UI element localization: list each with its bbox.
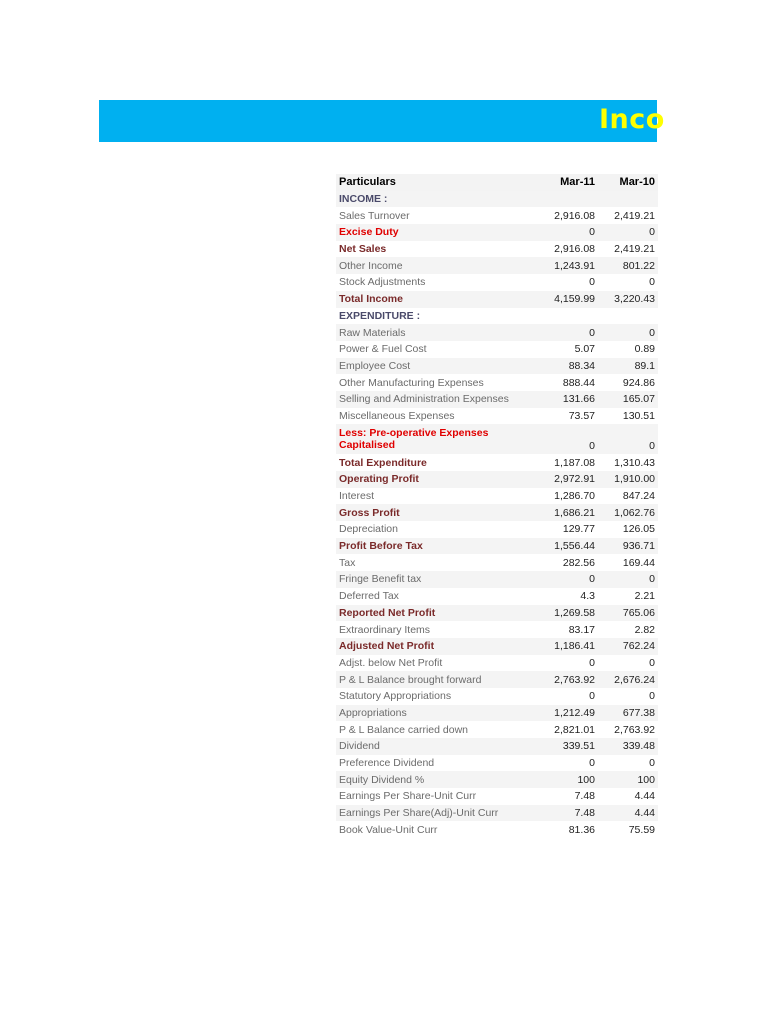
value-mar-11: 0 [538, 755, 598, 772]
value-mar-11: 100 [538, 771, 598, 788]
income-statement-table [336, 174, 658, 838]
row-label: Stock Adjustments [336, 274, 538, 291]
header-particulars: Particulars [336, 174, 538, 191]
row-label: Excise Duty [336, 224, 538, 241]
value-mar-10: 0 [598, 324, 658, 341]
value-mar-11: 5.07 [538, 341, 598, 358]
value-mar-11: 0 [538, 324, 598, 341]
value-mar-10: 4.44 [598, 805, 658, 822]
row-label: Tax [336, 554, 538, 571]
value-mar-10: 2,676.24 [598, 671, 658, 688]
row-label: Adjusted Net Profit [336, 638, 538, 655]
value-mar-10: 75.59 [598, 821, 658, 838]
row-label: Selling and Administration Expenses [336, 391, 538, 408]
table-row [336, 788, 658, 805]
table-row [336, 358, 658, 375]
row-label: Other Income [336, 257, 538, 274]
value-mar-10: 165.07 [598, 391, 658, 408]
value-mar-11: 339.51 [538, 738, 598, 755]
table-row [336, 324, 658, 341]
table-row [336, 721, 658, 738]
value-mar-11: 1,269.58 [538, 605, 598, 622]
value-mar-11: 83.17 [538, 621, 598, 638]
value-mar-10 [598, 191, 658, 208]
row-label: Operating Profit [336, 471, 538, 488]
value-mar-11: 282.56 [538, 554, 598, 571]
value-mar-11 [538, 308, 598, 325]
table-row [336, 454, 658, 471]
row-label: Raw Materials [336, 324, 538, 341]
table-row [336, 374, 658, 391]
value-mar-10 [598, 308, 658, 325]
table-row [336, 191, 658, 208]
table-row [336, 805, 658, 822]
value-mar-11: 129.77 [538, 521, 598, 538]
value-mar-11: 131.66 [538, 391, 598, 408]
row-label: Profit Before Tax [336, 538, 538, 555]
row-label: Earnings Per Share(Adj)-Unit Curr [336, 805, 538, 822]
value-mar-11: 0 [538, 224, 598, 241]
value-mar-10: 2.82 [598, 621, 658, 638]
value-mar-10: 2,763.92 [598, 721, 658, 738]
row-label: Appropriations [336, 705, 538, 722]
table-row [336, 571, 658, 588]
row-label: Extraordinary Items [336, 621, 538, 638]
row-label: Earnings Per Share-Unit Curr [336, 788, 538, 805]
value-mar-10: 169.44 [598, 554, 658, 571]
table-row [336, 755, 658, 772]
table-row [336, 538, 658, 555]
value-mar-11: 2,916.08 [538, 207, 598, 224]
value-mar-10: 1,062.76 [598, 504, 658, 521]
value-mar-10: 2,419.21 [598, 207, 658, 224]
value-mar-10: 762.24 [598, 638, 658, 655]
row-label: INCOME : [336, 191, 538, 208]
table-row [336, 605, 658, 622]
value-mar-11: 7.48 [538, 805, 598, 822]
value-mar-10: 0.89 [598, 341, 658, 358]
row-label: Deferred Tax [336, 588, 538, 605]
value-mar-11: 2,972.91 [538, 471, 598, 488]
table-row [336, 391, 658, 408]
table-row [336, 408, 658, 425]
row-label: Sales Turnover [336, 207, 538, 224]
value-mar-10: 1,910.00 [598, 471, 658, 488]
row-label: Other Manufacturing Expenses [336, 374, 538, 391]
row-label: Adjst. below Net Profit [336, 655, 538, 672]
value-mar-10: 100 [598, 771, 658, 788]
table-header-row [336, 174, 658, 191]
table-row [336, 638, 658, 655]
title-banner [99, 100, 665, 142]
value-mar-11: 888.44 [538, 374, 598, 391]
table-row [336, 224, 658, 241]
value-mar-11: 73.57 [538, 408, 598, 425]
value-mar-11: 1,212.49 [538, 705, 598, 722]
row-label: Dividend [336, 738, 538, 755]
value-mar-11: 0 [538, 424, 598, 454]
table-row [336, 291, 658, 308]
table-row [336, 821, 658, 838]
value-mar-10: 0 [598, 424, 658, 454]
value-mar-11: 1,243.91 [538, 257, 598, 274]
value-mar-11: 0 [538, 655, 598, 672]
value-mar-10: 126.05 [598, 521, 658, 538]
value-mar-11: 4.3 [538, 588, 598, 605]
row-label: P & L Balance carried down [336, 721, 538, 738]
value-mar-11: 81.36 [538, 821, 598, 838]
row-label: Equity Dividend % [336, 771, 538, 788]
row-label: Power & Fuel Cost [336, 341, 538, 358]
table-row [336, 471, 658, 488]
page-title: Inco [599, 104, 665, 135]
value-mar-10: 89.1 [598, 358, 658, 375]
table-row [336, 588, 658, 605]
value-mar-10: 0 [598, 224, 658, 241]
value-mar-10: 0 [598, 655, 658, 672]
value-mar-10: 2.21 [598, 588, 658, 605]
value-mar-10: 765.06 [598, 605, 658, 622]
value-mar-11: 1,286.70 [538, 488, 598, 505]
value-mar-10: 130.51 [598, 408, 658, 425]
row-label: Interest [336, 488, 538, 505]
table-row [336, 274, 658, 291]
table-row [336, 705, 658, 722]
row-label: Reported Net Profit [336, 605, 538, 622]
value-mar-11: 2,916.08 [538, 241, 598, 258]
value-mar-11: 1,186.41 [538, 638, 598, 655]
value-mar-11: 2,821.01 [538, 721, 598, 738]
value-mar-10: 801.22 [598, 257, 658, 274]
value-mar-10: 0 [598, 688, 658, 705]
row-label: Statutory Appropriations [336, 688, 538, 705]
value-mar-10: 4.44 [598, 788, 658, 805]
value-mar-11: 1,686.21 [538, 504, 598, 521]
row-label: Depreciation [336, 521, 538, 538]
table-row [336, 771, 658, 788]
row-label: Total Income [336, 291, 538, 308]
table-row [336, 488, 658, 505]
table-row [336, 504, 658, 521]
row-label: Gross Profit [336, 504, 538, 521]
table-row [336, 424, 658, 454]
row-label: P & L Balance brought forward [336, 671, 538, 688]
value-mar-10: 0 [598, 755, 658, 772]
value-mar-11: 7.48 [538, 788, 598, 805]
value-mar-10: 2,419.21 [598, 241, 658, 258]
table-row [336, 655, 658, 672]
table-row [336, 207, 658, 224]
value-mar-11: 88.34 [538, 358, 598, 375]
value-mar-11: 0 [538, 688, 598, 705]
value-mar-11: 4,159.99 [538, 291, 598, 308]
value-mar-10: 3,220.43 [598, 291, 658, 308]
row-label: Fringe Benefit tax [336, 571, 538, 588]
row-label: Employee Cost [336, 358, 538, 375]
value-mar-10: 339.48 [598, 738, 658, 755]
value-mar-11 [538, 191, 598, 208]
value-mar-10: 0 [598, 274, 658, 291]
table-row [336, 341, 658, 358]
table-row [336, 671, 658, 688]
value-mar-11: 0 [538, 274, 598, 291]
table-row [336, 554, 658, 571]
value-mar-10: 847.24 [598, 488, 658, 505]
header-mar-10: Mar-10 [598, 174, 658, 191]
value-mar-10: 677.38 [598, 705, 658, 722]
row-label: Less: Pre-operative Expenses Capitalised [336, 424, 538, 454]
value-mar-11: 1,187.08 [538, 454, 598, 471]
table-row [336, 521, 658, 538]
row-label: Total Expenditure [336, 454, 538, 471]
value-mar-11: 0 [538, 571, 598, 588]
value-mar-11: 2,763.92 [538, 671, 598, 688]
table-row [336, 738, 658, 755]
value-mar-10: 924.86 [598, 374, 658, 391]
value-mar-10: 0 [598, 571, 658, 588]
table-row [336, 308, 658, 325]
table-row [336, 241, 658, 258]
table-row [336, 257, 658, 274]
row-label: Book Value-Unit Curr [336, 821, 538, 838]
table-row [336, 621, 658, 638]
value-mar-11: 1,556.44 [538, 538, 598, 555]
row-label: EXPENDITURE : [336, 308, 538, 325]
row-label: Preference Dividend [336, 755, 538, 772]
row-label: Net Sales [336, 241, 538, 258]
value-mar-10: 936.71 [598, 538, 658, 555]
value-mar-10: 1,310.43 [598, 454, 658, 471]
row-label: Miscellaneous Expenses [336, 408, 538, 425]
header-mar-11: Mar-11 [538, 174, 598, 191]
table-row [336, 688, 658, 705]
